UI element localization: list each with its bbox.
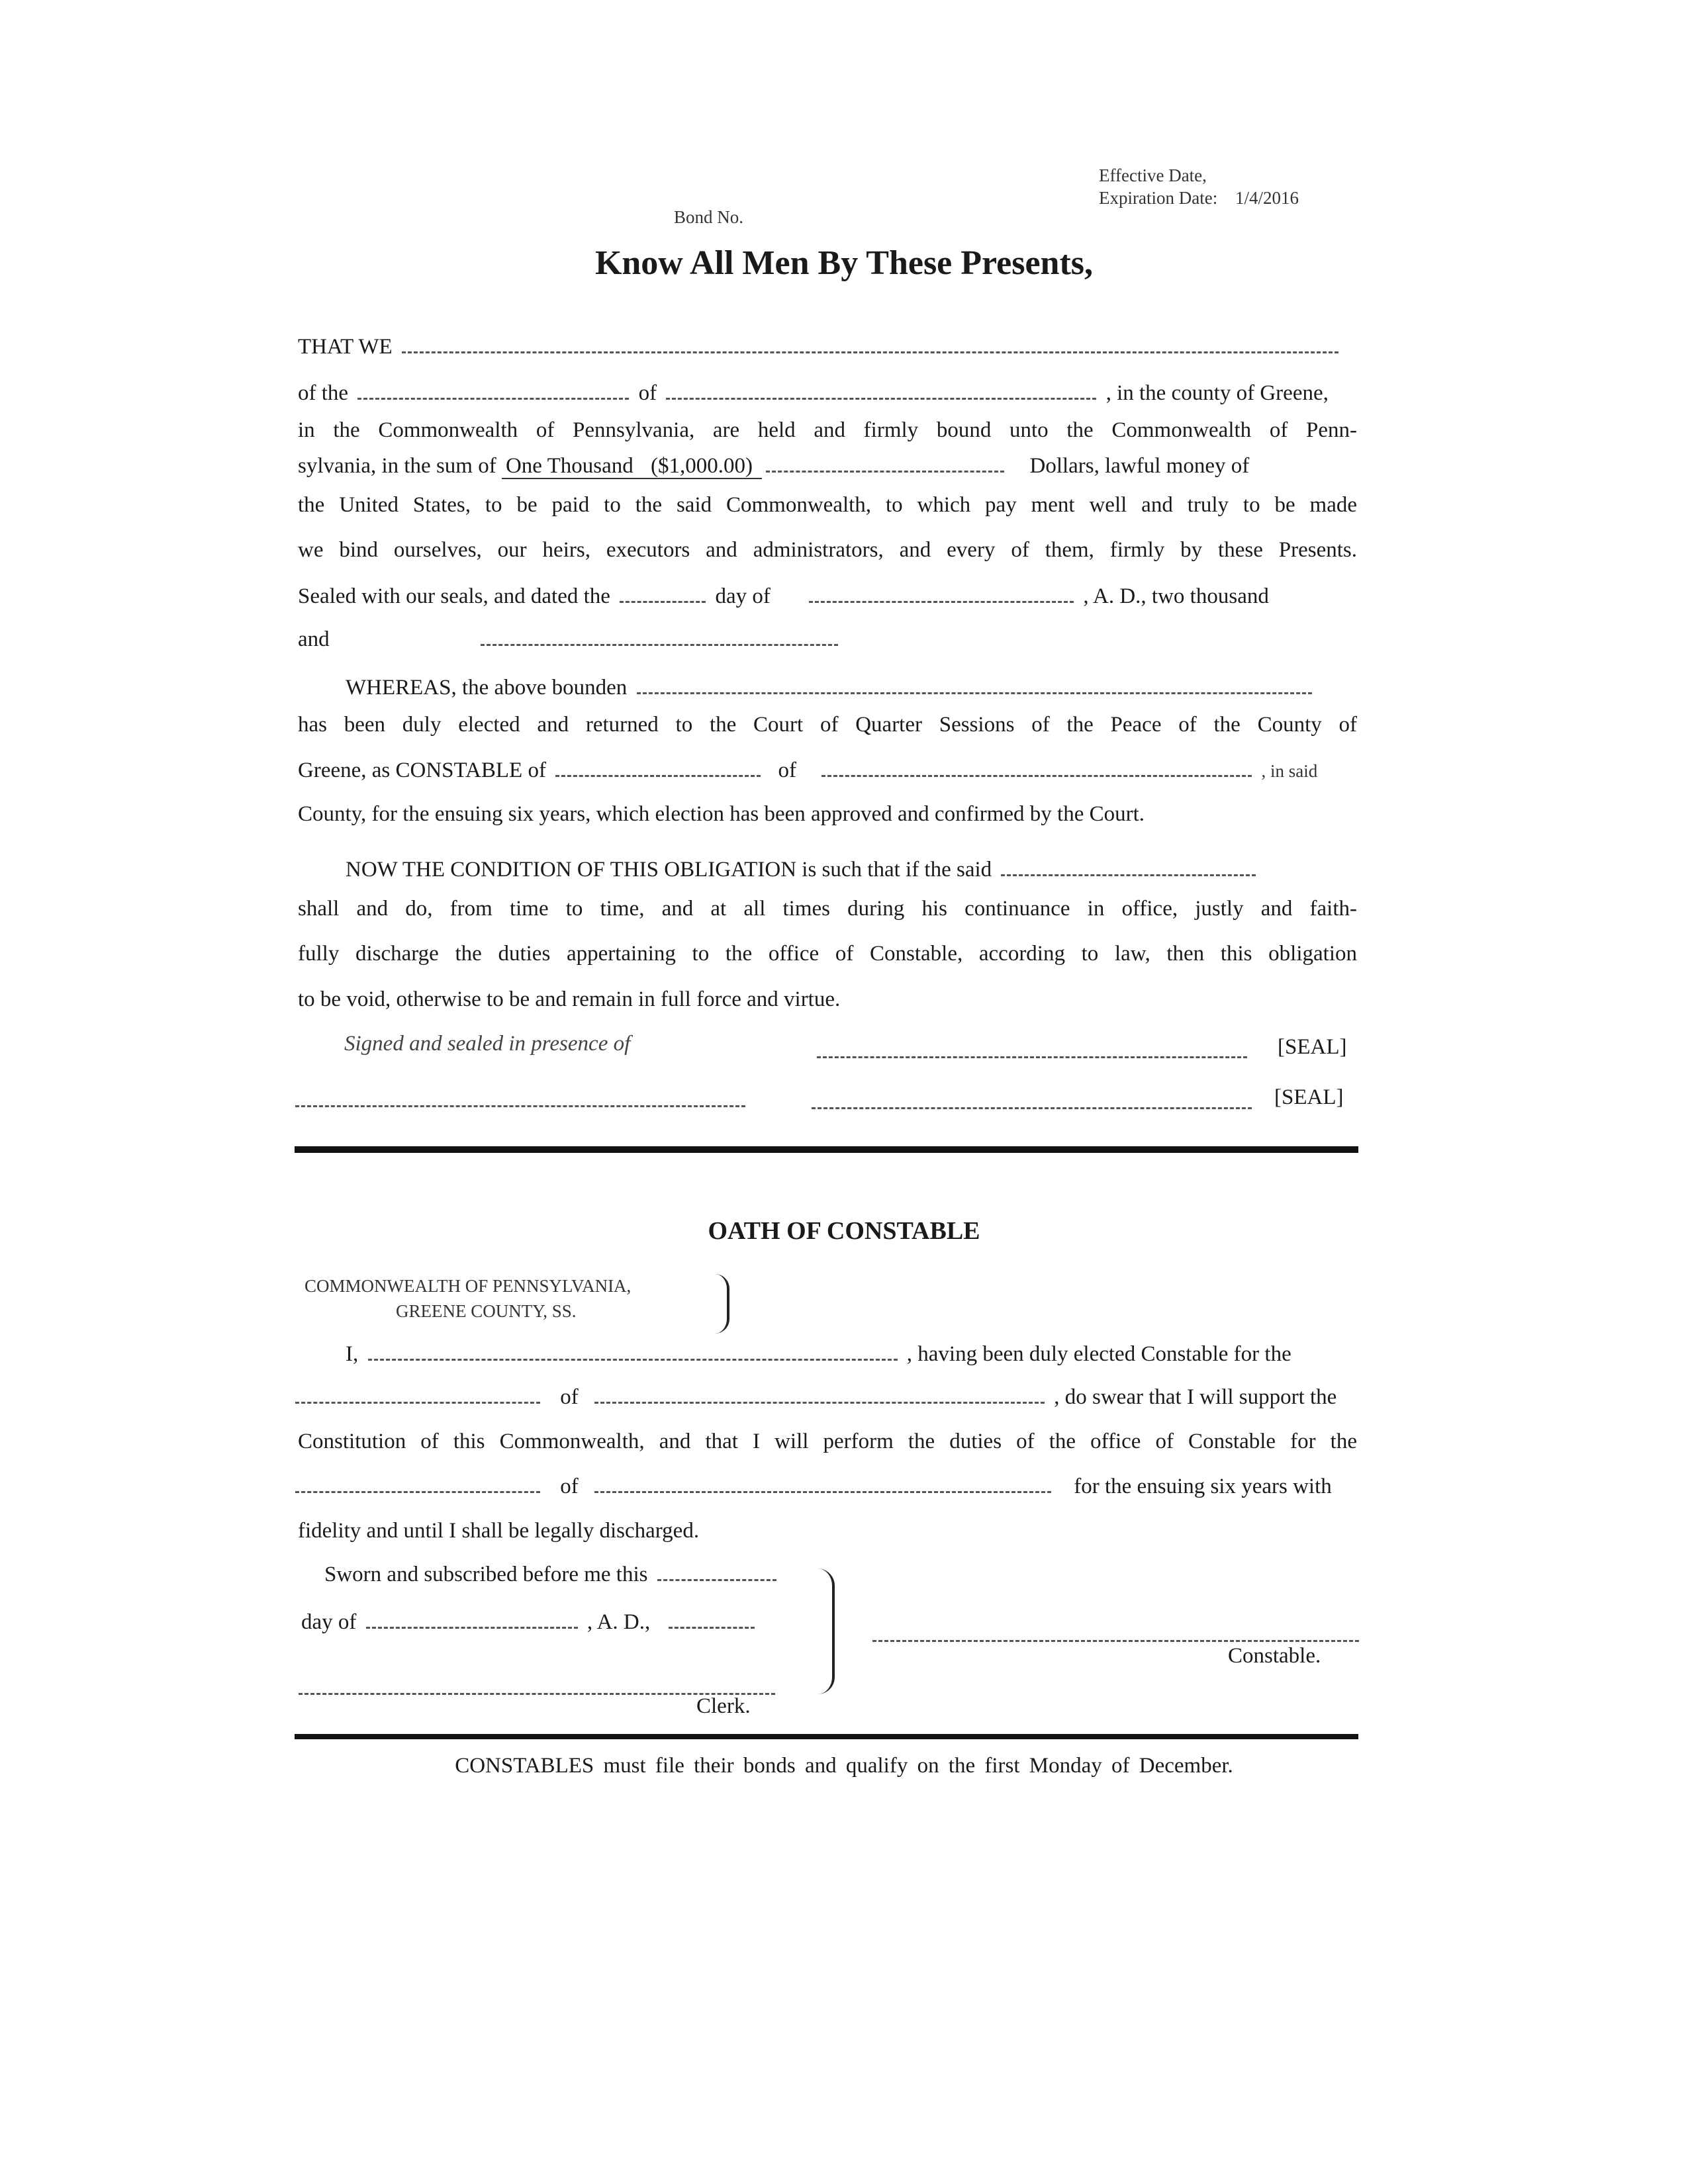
bond-line-county: County, for the ensuing six years, which election has been approved and confirmed by the Court. <box>298 802 1145 826</box>
whereas-label: WHEREAS, the above bounden <box>346 676 628 700</box>
clerk-label: Clerk. <box>696 1694 751 1718</box>
bond-line-elected: has been duly elected and returned to the Court of Quarter Sessions of the Peace of the County of <box>298 713 1357 737</box>
sworn-day-blank[interactable] <box>657 1561 776 1581</box>
do-swear-label: , do swear that I will support the <box>1054 1385 1337 1409</box>
bond-line-bind-ourselves: we bind ourselves, our heirs, executors and administrators, and every of them, firmly by these Presents. <box>298 538 1357 562</box>
commonwealth-label: COMMONWEALTH OF PENNSYLVANIA, <box>305 1276 632 1296</box>
in-said-label: , in said <box>1261 761 1318 781</box>
township-name-blank[interactable] <box>666 379 1096 400</box>
of-the-label: of the <box>298 381 349 405</box>
expiration-date-label: Expiration Date: <box>1099 188 1218 208</box>
bond-line-fully: fully discharge the duties appertaining to the office of Constable, according to law, then this obligation <box>298 942 1357 966</box>
signed-sealed-label: Signed and sealed in presence of <box>344 1032 631 1056</box>
oath-name-blank[interactable] <box>368 1340 898 1361</box>
constable-label: Constable. <box>1228 1644 1321 1668</box>
ad-two-thousand-label: , A. D., two thousand <box>1083 584 1269 608</box>
day-blank[interactable] <box>620 582 706 603</box>
sworn-day-of-label: day of <box>301 1610 357 1634</box>
oath-title: OATH OF CONSTABLE <box>708 1217 980 1245</box>
seal-2: [SEAL] <box>1274 1085 1344 1109</box>
signature-line-1[interactable] <box>817 1038 1247 1058</box>
sworn-year-blank[interactable] <box>669 1608 755 1629</box>
month-blank[interactable] <box>809 582 1074 603</box>
oath-i-label: I, <box>346 1342 359 1366</box>
and-row <box>298 625 842 653</box>
clerk-signature-line[interactable] <box>299 1674 775 1695</box>
oath-of-row-2 <box>291 1473 1332 1500</box>
oath-line-fidelity: fidelity and until I shall be legally discharged. <box>298 1519 700 1543</box>
oath-of-row <box>291 1383 1336 1410</box>
sworn-label: Sworn and subscribed before me this <box>324 1563 648 1586</box>
oath-of-label: of <box>560 1385 579 1409</box>
condition-name-blank[interactable] <box>1001 856 1256 876</box>
of-label: of <box>638 381 657 405</box>
township-type-blank[interactable] <box>357 379 629 400</box>
oath-i-row <box>346 1340 1291 1367</box>
oath-term-township-blank[interactable] <box>295 1473 540 1493</box>
bounden-name-blank[interactable] <box>637 674 1312 694</box>
constable-of-row <box>298 756 1317 784</box>
county-label: , in the county of Greene, <box>1105 381 1329 405</box>
witness-line[interactable] <box>295 1087 745 1107</box>
expiration-date-value: 1/4/2016 <box>1235 188 1299 208</box>
sworn-day-of-row <box>301 1608 759 1635</box>
oath-township-type-blank[interactable] <box>295 1383 540 1404</box>
constable-of-label: Greene, as CONSTABLE of <box>298 758 546 782</box>
and-label: and <box>298 627 330 651</box>
sworn-month-blank[interactable] <box>366 1608 578 1629</box>
document-title: Know All Men By These Presents, <box>594 244 1094 282</box>
bond-line-shall: shall and do, from time to time, and at all times during his continuance in office, justly and faith- <box>298 897 1357 921</box>
constable-signature-line[interactable] <box>872 1621 1359 1642</box>
sworn-brace <box>818 1569 835 1694</box>
oath-township-name-blank[interactable] <box>594 1383 1045 1404</box>
whereas-row <box>346 674 1316 701</box>
oath-term-location-blank[interactable] <box>594 1473 1051 1493</box>
day-of-label: day of <box>715 584 771 608</box>
oath-line-constitution: Constitution of this Commonwealth, and that I will perform the duties of the office of Constable for the <box>298 1430 1357 1453</box>
ensuing-six-label: for the ensuing six years with <box>1074 1475 1332 1498</box>
effective-date-label: Effective Date, <box>1099 165 1207 185</box>
sum-row <box>298 452 1249 479</box>
constable-township-blank[interactable] <box>555 756 761 777</box>
bond-number-label: Bond No. <box>674 207 744 227</box>
signature-line-2[interactable] <box>812 1089 1252 1109</box>
constable-location-blank[interactable] <box>821 756 1252 777</box>
footer-divider-thick <box>295 1734 1358 1739</box>
principal-name-blank[interactable] <box>402 333 1338 353</box>
bond-line-united-states: the United States, to be paid to the said Commonwealth, to which pay ment well and truly to be made <box>298 493 1357 517</box>
bond-line-commonwealth: in the Commonwealth of Pennsylvania, are held and firmly bound unto the Commonwealth of Penn- <box>298 418 1357 442</box>
sum-amount-field[interactable] <box>502 454 762 479</box>
that-we-row <box>298 333 1342 360</box>
oath-of-label-2: of <box>560 1475 579 1498</box>
sworn-ad-label: , A. D., <box>586 1610 651 1634</box>
section-divider-thick <box>295 1146 1358 1153</box>
bond-line-void: to be void, otherwise to be and remain in full force and virtue. <box>298 987 841 1011</box>
sum-amount-text: One Thousand <box>505 454 633 478</box>
sealed-label: Sealed with our seals, and dated the <box>298 584 610 608</box>
footer-notice: CONSTABLES must file their bonds and qualify on the first Monday of December. <box>455 1754 1233 1778</box>
venue-brace <box>715 1274 729 1334</box>
expiration-date-row <box>1099 188 1299 208</box>
greene-county-ss-label: GREENE COUNTY, SS. <box>396 1301 577 1321</box>
condition-label: NOW THE CONDITION OF THIS OBLIGATION is such that if the said <box>346 858 992 882</box>
sealed-row <box>298 582 1269 610</box>
sum-label: sylvania, in the sum of <box>298 454 496 478</box>
sum-figure-text: ($1,000.00) <box>651 454 753 478</box>
seal-1: [SEAL] <box>1278 1035 1347 1059</box>
sum-extra-blank[interactable] <box>766 452 1004 473</box>
of-label-2: of <box>778 758 796 782</box>
having-been-label: , having been duly elected Constable for the <box>906 1342 1291 1366</box>
that-we-label: THAT WE <box>298 335 393 359</box>
dollars-label: Dollars, lawful money of <box>1029 454 1250 478</box>
year-blank[interactable] <box>481 625 838 646</box>
sworn-row <box>324 1561 780 1588</box>
of-the-row <box>298 379 1329 406</box>
condition-row <box>346 856 1260 883</box>
